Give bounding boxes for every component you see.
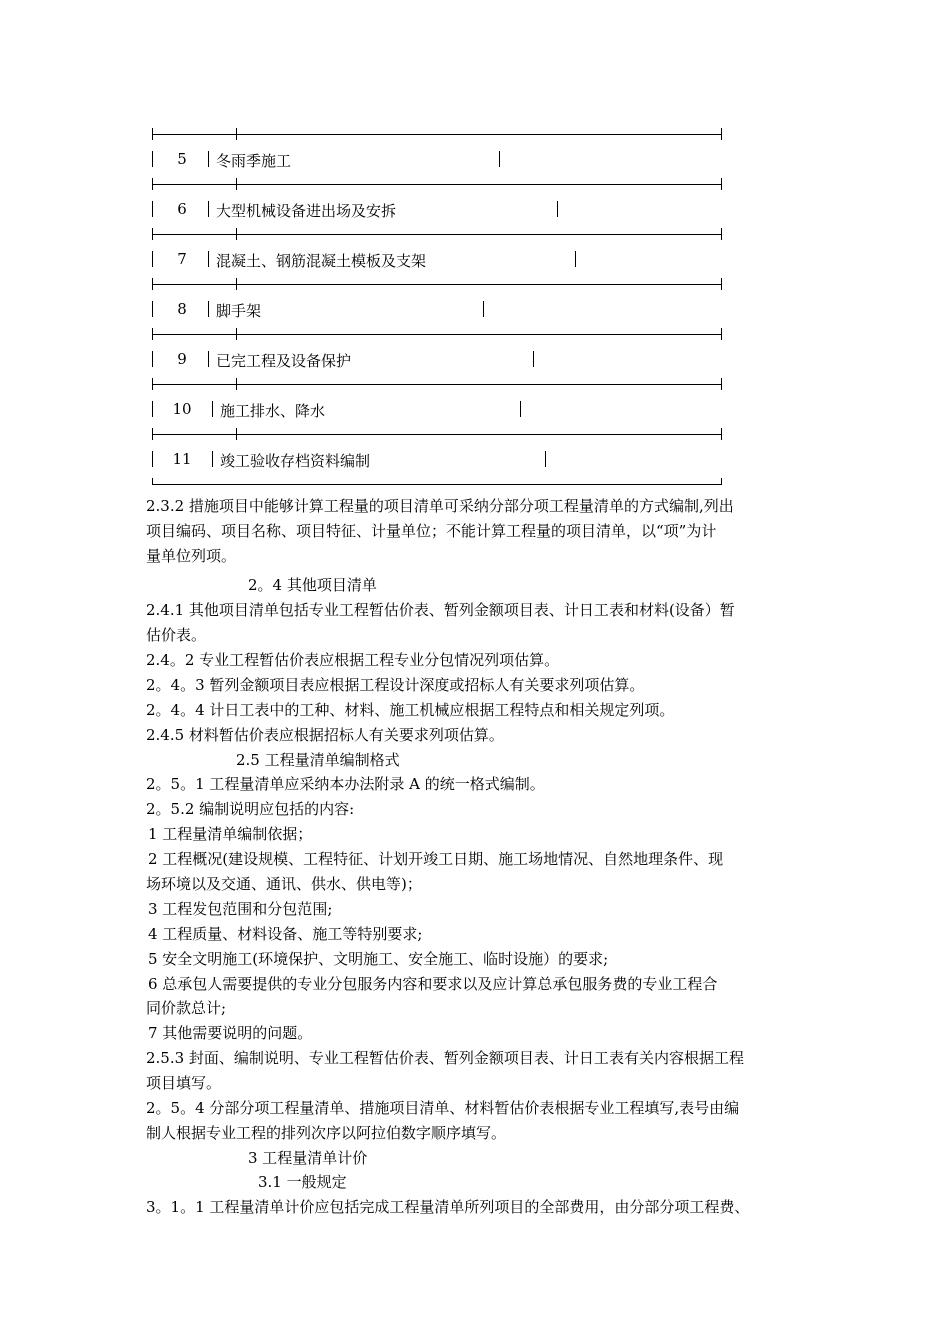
table-row-name: 大型机械设备进出场及安拆 xyxy=(216,202,397,220)
paragraph-line: 同价款总计; xyxy=(146,999,227,1017)
list-item: 7 其他需要说明的问题。 xyxy=(148,1024,313,1042)
table-rule xyxy=(152,384,722,385)
table-row-number: 9 xyxy=(177,350,187,368)
table-row-name: 已完工程及设备保护 xyxy=(216,352,352,370)
paragraph-line: 量单位列项。 xyxy=(146,547,237,565)
paragraph-line: 2.4。2 专业工程暂估价表应根据工程专业分包情况列项估算。 xyxy=(146,651,560,669)
paragraph-line: 2。4。3 暂列金额项目表应根据工程设计深度或招标人有关要求列项估算。 xyxy=(146,676,645,694)
table-row-number: 8 xyxy=(177,300,187,318)
table-row-number: 6 xyxy=(177,200,187,218)
paragraph-line: 项目填写。 xyxy=(146,1074,222,1092)
paragraph-line: 2.4.5 材料暂估价表应根据招标人有关要求列项估算。 xyxy=(146,726,504,744)
paragraph-line: 场环境以及交通、通讯、供水、供电等)； xyxy=(146,875,422,893)
table-row-name: 混凝土、钢筋混凝土模板及支架 xyxy=(216,252,427,270)
paragraph-line: 估价表。 xyxy=(146,626,207,644)
table-row-name: 施工排水、降水 xyxy=(220,402,326,420)
table-row-number: 10 xyxy=(172,400,192,418)
section-heading: 3 工程量清单计价 xyxy=(248,1149,368,1167)
paragraph-line: 2。5。4 分部分项工程量清单、措施项目清单、材料暂估价表根据专业工程填写,表号由编 xyxy=(146,1099,740,1117)
paragraph-line: 2.4.1 其他项目清单包括专业工程暂估价表、暂列金额项目表、计日工表和材料(设备）暂 xyxy=(146,601,735,619)
section-heading: 3.1 一般规定 xyxy=(258,1173,347,1191)
paragraph-line: 3。1。1 工程量清单计价应包括完成工程量清单所列项目的全部费用，由分部分项工程费、 xyxy=(146,1198,750,1216)
table-row-name: 冬雨季施工 xyxy=(216,152,292,170)
list-item: 3 工程发包范围和分包范围; xyxy=(148,900,333,918)
table-row-number: 5 xyxy=(177,150,187,168)
paragraph-line: 项目编码、项目名称、项目特征、计量单位；不能计算工程量的项目清单，以“项”为计 xyxy=(146,522,717,540)
paragraph-line: 2。4。4 计日工表中的工种、材料、施工机械应根据工程特点和相关规定列项。 xyxy=(146,701,675,719)
table-rule xyxy=(152,184,722,185)
table-rule xyxy=(152,334,722,335)
table-rule xyxy=(152,134,722,135)
table-rule xyxy=(152,234,722,235)
list-item: 2 工程概况(建设规模、工程特征、计划开竣工日期、施工场地情况、自然地理条件、现 xyxy=(148,850,724,868)
paragraph-line: 2。5。1 工程量清单应采纳本办法附录 A 的统一格式编制。 xyxy=(146,775,545,793)
table-row-name: 竣工验收存档资料编制 xyxy=(220,452,371,470)
paragraph-line: 2.5.3 封面、编制说明、专业工程暂估价表、暂列金额项目表、计日工表有关内容根据工程 xyxy=(146,1049,744,1067)
list-item: 4 工程质量、材料设备、施工等特别要求; xyxy=(148,925,423,943)
table-rule xyxy=(152,484,722,485)
paragraph-line: 2。5.2 编制说明应包括的内容: xyxy=(146,800,355,818)
list-item: 6 总承包人需要提供的专业分包服务内容和要求以及应计算总承包服务费的专业工程合 xyxy=(148,975,718,993)
table-row-name: 脚手架 xyxy=(216,302,262,320)
section-heading: 2.5 工程量清单编制格式 xyxy=(236,751,400,769)
table-row-number: 7 xyxy=(177,250,187,268)
table-rule xyxy=(152,284,722,285)
list-item: 1 工程量清单编制依据； xyxy=(148,825,313,843)
paragraph-line: 制人根据专业工程的排列次序以阿拉伯数字顺序填写。 xyxy=(146,1124,507,1142)
table-rule xyxy=(152,434,722,435)
measures-table xyxy=(0,0,950,500)
table-row-number: 11 xyxy=(172,450,192,468)
section-heading: 2。4 其他项目清单 xyxy=(248,576,377,594)
list-item: 5 安全文明施工(环境保护、文明施工、安全施工、临时设施）的要求; xyxy=(148,950,609,968)
paragraph-line: 2.3.2 措施项目中能够计算工程量的项目清单可采纳分部分项工程量清单的方式编制,列出 xyxy=(146,497,734,515)
